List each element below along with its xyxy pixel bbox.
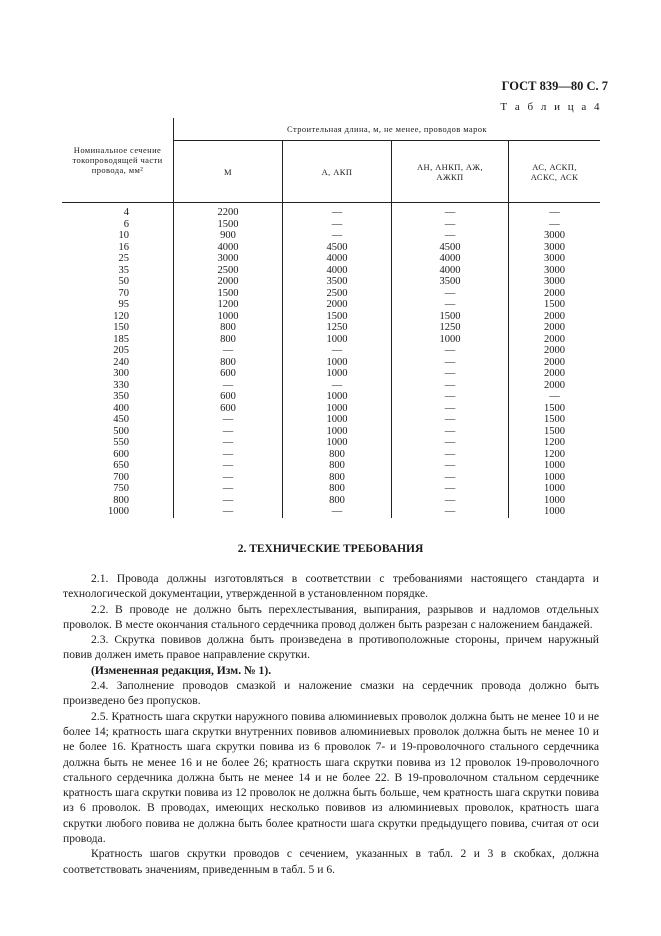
section-cell: 95 [62,299,174,311]
length-cell: 2000 [544,287,565,299]
length-cell: 600 [174,391,283,403]
length-cell: 3000 [544,253,565,264]
length-cell: 800 [283,449,392,461]
length-cell: — [392,345,509,357]
section-cell: 240 [62,357,174,369]
length-cell: — [174,460,283,472]
length-cell: — [392,472,509,484]
length-cell: 1000 [392,334,509,346]
length-cell: — [174,345,283,357]
table-row [62,403,600,415]
length-cell: 800 [283,495,392,507]
length-cell: — [392,219,509,231]
length-cell: — [392,414,509,426]
length-cell: 4500 [392,242,509,254]
section-cell: 1000 [62,506,174,518]
table-row [62,460,600,472]
section-cell: 400 [62,403,174,415]
length-cell: — [174,449,283,461]
length-cell: — [283,230,392,242]
length-cell: — [392,403,509,415]
length-cell: 1500 [283,311,392,323]
length-cell: 1000 [283,357,392,369]
table-row [62,219,600,231]
length-cell: 2000 [544,333,565,345]
length-cell: 800 [283,460,392,472]
table-row [62,299,600,311]
length-cell: 1500 [544,414,565,425]
length-cell: 1200 [544,437,565,448]
table-row [62,288,600,300]
paragraph: 2.3. Скрутка повивов должна быть произведена в противоположные стороны, причем наружный повив должен иметь правое направление скрутки. [63,633,599,662]
section-cell: 25 [62,253,174,265]
paragraph: Кратность шагов скрутки проводов с сечением, указанных в табл. 2 и 3 в скобках, должна соответствовать значениям, приведенным в табл. 5 и 6. [63,847,599,876]
section-title: 2. ТЕХНИЧЕСКИЕ ТРЕБОВАНИЯ [237,543,424,555]
length-cell: — [549,218,560,230]
length-cell: — [174,414,283,426]
length-cell: 900 [174,230,283,242]
length-cell: 1500 [544,425,565,437]
length-cell: 2200 [174,203,283,219]
table-row [62,334,600,346]
table-row [62,437,600,449]
length-cell: — [283,380,392,392]
length-cell: 2000 [544,310,565,322]
length-cell: — [392,368,509,380]
table-row [62,426,600,438]
section-cell: 50 [62,276,174,288]
length-cell: 3000 [544,241,565,253]
section-cell: 4 [62,203,174,219]
length-cell: — [174,506,283,518]
table-row [62,345,600,357]
section-cell: 700 [62,472,174,484]
section-cell: 300 [62,368,174,380]
length-cell: 1000 [283,334,392,346]
length-cell: 1250 [283,322,392,334]
length-cell: 1000 [544,506,565,517]
length-cell: 4000 [283,265,392,277]
table-row [62,472,600,484]
length-cell: — [392,449,509,461]
length-cell: — [174,380,283,392]
length-cell: — [174,426,283,438]
header-line: АН, АНКП, АЖ, [417,161,483,172]
length-cell: — [174,437,283,449]
column-header-m [174,141,283,203]
length-cell: 1000 [283,426,392,438]
header-line: АСКС, АСК [530,171,579,182]
section-column-header [62,118,174,203]
header-line: Номинальное сечение [73,145,162,155]
length-cell: 3000 [544,264,565,276]
length-cell: — [392,357,509,369]
table-body [62,203,600,518]
length-cell: — [174,495,283,507]
table-row [62,414,600,426]
header-line: АС, АСКП, [532,161,577,172]
section-cell: 6 [62,219,174,231]
length-cell: 2000 [544,368,565,379]
section-cell: 750 [62,483,174,495]
length-cell: 2000 [544,356,565,368]
table-row [62,357,600,369]
length-cell: 1500 [544,402,565,414]
length-cell: 600 [174,403,283,415]
length-cell: 1500 [544,299,565,310]
table-row [62,203,600,219]
column-header-an [392,141,509,203]
section-cell: 150 [62,322,174,334]
section-cell: 550 [62,437,174,449]
column-header-a [283,141,392,203]
length-cell: — [392,426,509,438]
length-cell: 1000 [544,483,565,494]
length-cell: — [549,207,560,218]
length-cell: 1000 [283,414,392,426]
length-cell: — [392,483,509,495]
section-cell: 205 [62,345,174,357]
paragraph: 2.4. Заполнение проводов смазкой и наложение смазки на сердечник провода должно быть произведено без пропусков. [63,679,599,708]
length-cell: 800 [283,472,392,484]
length-cell: 2000 [544,379,565,391]
length-cell: 4500 [283,242,392,254]
length-cell: 3500 [283,276,392,288]
length-cell: — [392,230,509,242]
paragraph: 2.2. В проводе не должно быть перехлестывания, выпирания, разрывов и надломов отдельных проволок. В месте окончания стального сердечника провод должен быть разрезан с наложением бандажей. [63,602,599,631]
length-cell: 1000 [174,311,283,323]
section-cell: 330 [62,380,174,392]
length-cell: 3000 [174,253,283,265]
length-cell: — [392,288,509,300]
section-cell: 120 [62,311,174,323]
table-row [62,391,600,403]
table-row [62,242,600,254]
length-cell: 1000 [544,471,565,483]
length-cell: — [174,483,283,495]
length-cell: 4000 [392,265,509,277]
length-cell: 3500 [392,276,509,288]
length-cell: 1000 [283,403,392,415]
length-cell: 2000 [174,276,283,288]
length-cell: — [392,203,509,219]
page-header: ГОСТ 839—80 С. 7 [501,79,608,93]
length-cell: 2000 [544,345,565,356]
amendment-note: (Измененная редакция, Изм. № 1). [91,663,272,677]
section-cell: 10 [62,230,174,242]
length-cell: — [549,391,560,402]
length-cell: — [392,391,509,403]
section-cell: 70 [62,288,174,300]
header-line: А, АКП [321,166,353,177]
section-cell: 800 [62,495,174,507]
length-cell: 1500 [392,311,509,323]
length-cell: 1000 [283,368,392,380]
column-header-as [509,141,601,203]
section-cell: 350 [62,391,174,403]
section-cell: 650 [62,460,174,472]
length-cell: 800 [174,357,283,369]
length-cell: 1200 [174,299,283,311]
table-row [62,495,600,507]
section-cell: 185 [62,334,174,346]
length-cell: 1500 [174,219,283,231]
table-row [62,253,600,265]
length-cell: — [392,495,509,507]
paragraph: 2.1. Провода должны изготовляться в соответствии с требованиями настоящего стандарта и технологической документации, утвержденной в установленном порядке. [63,572,599,601]
section-cell: 16 [62,242,174,254]
table-row [62,483,600,495]
length-cell: 2000 [544,322,565,333]
length-cell: — [283,345,392,357]
length-cell: 4000 [174,242,283,254]
length-cell: 800 [174,334,283,346]
section-cell: 35 [62,265,174,277]
table-row [62,230,600,242]
length-cell: 800 [174,322,283,334]
table-row [62,380,600,392]
length-cell: 1200 [544,448,565,460]
section-cell: 600 [62,449,174,461]
length-cell: — [283,506,392,518]
length-cell: — [392,437,509,449]
table-row [62,265,600,277]
table-row [62,276,600,288]
header-line: АЖКП [436,171,464,182]
length-cell: — [392,299,509,311]
table-caption: Т а б л и ц а 4 [500,101,602,113]
length-cell: 2500 [283,288,392,300]
length-cell: — [392,506,509,518]
length-cell: 600 [174,368,283,380]
section-cell: 450 [62,414,174,426]
length-cell: — [283,219,392,231]
table-row [62,368,600,380]
length-cell: 1000 [283,391,392,403]
paragraph: 2.5. Кратность шага скрутки наружного повива алюминиевых проволок должна быть не менее 10 и не более 14; кратность шага скрутки внутренних повивов алюминиевых проволок должна быть не менее 10 и не более 16. Кратность шага скрутки повива из 6 проволок 7- и 19-проволочного стального сердечника должна быть не менее 16 и не более 26; кратность шага скрутки повива из 12 проволок 19-проволочного стального сердечника должна быть не менее 14 и не более 22. В 19-проволочном стальном сердечнике кратность шага скрутки повива из 12 проволок не должна быть больше, чем кратность шага скрутки повива из 6 проволок. В проводах, имеющих несколько повивов из алюминиевых проволок, кратность шага скрутки любого повива не должна быть более кратности шага скрутки предыдущего повива, считая от оси провода. [63,709,599,846]
length-cell: 800 [283,483,392,495]
section-cell: 500 [62,426,174,438]
table-row [62,506,600,518]
cable-length-table [62,118,600,518]
length-cell: 1250 [392,322,509,334]
length-cell: 1000 [283,437,392,449]
header-line: токопроводящей части [72,155,163,165]
length-cell: 3000 [544,230,565,241]
header-line: М [224,166,232,177]
table-row [62,322,600,334]
length-cell: — [283,203,392,219]
length-cell: 1000 [544,460,565,471]
header-line: провода, мм² [91,165,144,175]
length-cell: 1500 [174,288,283,300]
length-cell: — [392,380,509,392]
table-row [62,311,600,323]
length-cell: 4000 [392,253,509,265]
section-body [63,571,599,877]
length-cell: 2000 [283,299,392,311]
group-header: Строительная длина, м, не менее, проводов марок [174,118,601,141]
length-cell: 1000 [544,494,565,506]
length-cell: — [392,460,509,472]
length-cell: — [174,472,283,484]
length-cell: 4000 [283,253,392,265]
length-cell: 3000 [544,276,565,287]
length-cell: 2500 [174,265,283,277]
table-row [62,449,600,461]
